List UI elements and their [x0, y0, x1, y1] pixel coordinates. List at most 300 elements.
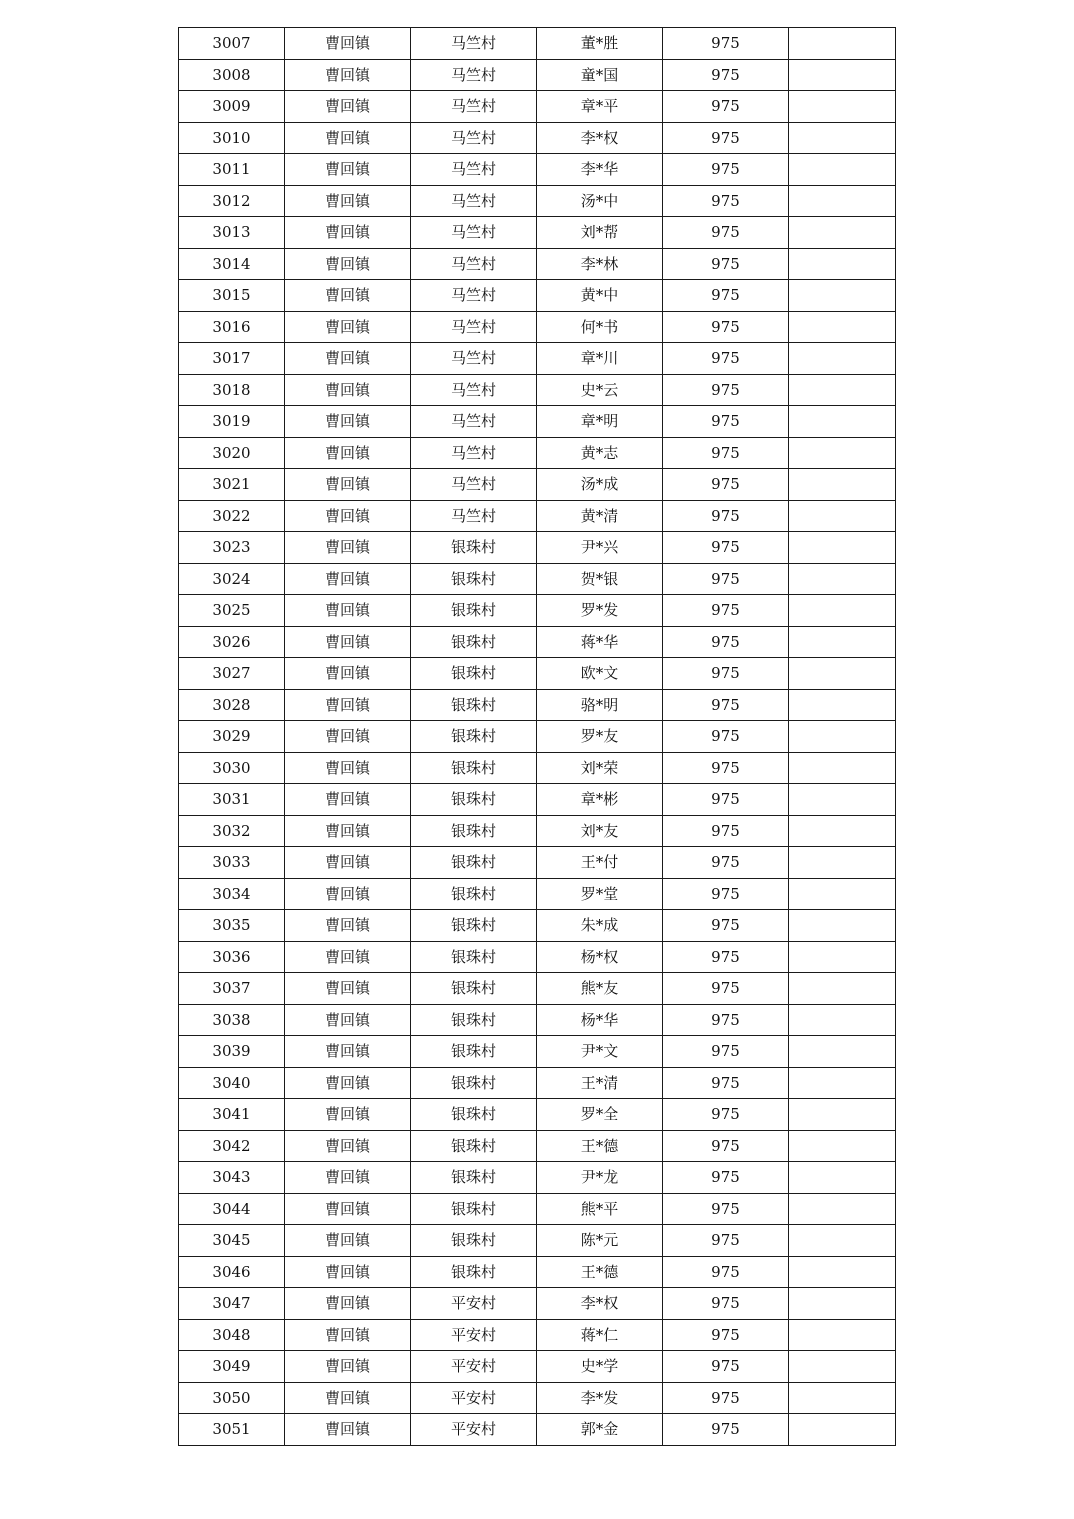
note-cell	[789, 878, 896, 910]
amount-cell: 975	[663, 658, 789, 690]
serial-number-cell: 3051	[179, 1414, 285, 1446]
note-cell	[789, 406, 896, 438]
note-cell	[789, 847, 896, 879]
note-cell	[789, 1319, 896, 1351]
village-cell: 马竺村	[411, 217, 537, 249]
serial-number-cell: 3007	[179, 28, 285, 60]
village-cell: 平安村	[411, 1382, 537, 1414]
town-cell: 曹回镇	[285, 1067, 411, 1099]
note-cell	[789, 1130, 896, 1162]
town-cell: 曹回镇	[285, 658, 411, 690]
village-cell: 马竺村	[411, 248, 537, 280]
village-cell: 银珠村	[411, 941, 537, 973]
village-cell: 平安村	[411, 1288, 537, 1320]
serial-number-cell: 3044	[179, 1193, 285, 1225]
village-cell: 银珠村	[411, 1004, 537, 1036]
table-row	[179, 28, 896, 60]
person-name-cell: 陈*元	[537, 1225, 663, 1257]
town-cell: 曹回镇	[285, 1414, 411, 1446]
town-cell: 曹回镇	[285, 1036, 411, 1068]
town-cell: 曹回镇	[285, 1382, 411, 1414]
serial-number-cell: 3016	[179, 311, 285, 343]
note-cell	[789, 248, 896, 280]
village-cell: 银珠村	[411, 847, 537, 879]
note-cell	[789, 563, 896, 595]
table-row	[179, 563, 896, 595]
note-cell	[789, 91, 896, 123]
person-name-cell: 蒋*华	[537, 626, 663, 658]
amount-cell: 975	[663, 1067, 789, 1099]
amount-cell: 975	[663, 406, 789, 438]
village-cell: 平安村	[411, 1319, 537, 1351]
person-name-cell: 尹*文	[537, 1036, 663, 1068]
note-cell	[789, 1351, 896, 1383]
amount-cell: 975	[663, 563, 789, 595]
village-cell: 平安村	[411, 1351, 537, 1383]
town-cell: 曹回镇	[285, 1288, 411, 1320]
note-cell	[789, 185, 896, 217]
person-name-cell: 熊*友	[537, 973, 663, 1005]
amount-cell: 975	[663, 500, 789, 532]
town-cell: 曹回镇	[285, 311, 411, 343]
amount-cell: 975	[663, 973, 789, 1005]
amount-cell: 975	[663, 847, 789, 879]
town-cell: 曹回镇	[285, 941, 411, 973]
village-cell: 银珠村	[411, 784, 537, 816]
village-cell: 银珠村	[411, 752, 537, 784]
note-cell	[789, 941, 896, 973]
table-row	[179, 784, 896, 816]
town-cell: 曹回镇	[285, 1130, 411, 1162]
note-cell	[789, 1067, 896, 1099]
note-cell	[789, 217, 896, 249]
amount-cell: 975	[663, 1256, 789, 1288]
serial-number-cell: 3040	[179, 1067, 285, 1099]
amount-cell: 975	[663, 59, 789, 91]
village-cell: 马竺村	[411, 28, 537, 60]
person-name-cell: 贺*银	[537, 563, 663, 595]
amount-cell: 975	[663, 595, 789, 627]
serial-number-cell: 3010	[179, 122, 285, 154]
serial-number-cell: 3043	[179, 1162, 285, 1194]
table-row	[179, 185, 896, 217]
person-name-cell: 尹*兴	[537, 532, 663, 564]
village-cell: 马竺村	[411, 59, 537, 91]
town-cell: 曹回镇	[285, 1193, 411, 1225]
amount-cell: 975	[663, 1099, 789, 1131]
village-cell: 银珠村	[411, 1067, 537, 1099]
serial-number-cell: 3023	[179, 532, 285, 564]
person-name-cell: 尹*龙	[537, 1162, 663, 1194]
serial-number-cell: 3021	[179, 469, 285, 501]
serial-number-cell: 3012	[179, 185, 285, 217]
town-cell: 曹回镇	[285, 595, 411, 627]
town-cell: 曹回镇	[285, 973, 411, 1005]
serial-number-cell: 3029	[179, 721, 285, 753]
amount-cell: 975	[663, 1414, 789, 1446]
amount-cell: 975	[663, 752, 789, 784]
village-cell: 银珠村	[411, 595, 537, 627]
serial-number-cell: 3037	[179, 973, 285, 1005]
serial-number-cell: 3041	[179, 1099, 285, 1131]
amount-cell: 975	[663, 122, 789, 154]
note-cell	[789, 721, 896, 753]
amount-cell: 975	[663, 217, 789, 249]
note-cell	[789, 1162, 896, 1194]
note-cell	[789, 437, 896, 469]
village-cell: 马竺村	[411, 500, 537, 532]
table-row	[179, 311, 896, 343]
village-cell: 马竺村	[411, 122, 537, 154]
table-row	[179, 1036, 896, 1068]
table-row	[179, 658, 896, 690]
town-cell: 曹回镇	[285, 847, 411, 879]
serial-number-cell: 3045	[179, 1225, 285, 1257]
serial-number-cell: 3013	[179, 217, 285, 249]
roster-table	[178, 27, 896, 1446]
note-cell	[789, 595, 896, 627]
note-cell	[789, 532, 896, 564]
person-name-cell: 王*德	[537, 1256, 663, 1288]
amount-cell: 975	[663, 154, 789, 186]
amount-cell: 975	[663, 721, 789, 753]
person-name-cell: 黄*中	[537, 280, 663, 312]
note-cell	[789, 1036, 896, 1068]
person-name-cell: 罗*友	[537, 721, 663, 753]
note-cell	[789, 311, 896, 343]
note-cell	[789, 1288, 896, 1320]
serial-number-cell: 3028	[179, 689, 285, 721]
table-row	[179, 1351, 896, 1383]
person-name-cell: 朱*成	[537, 910, 663, 942]
note-cell	[789, 500, 896, 532]
serial-number-cell: 3008	[179, 59, 285, 91]
person-name-cell: 王*清	[537, 1067, 663, 1099]
table-row	[179, 374, 896, 406]
person-name-cell: 汤*成	[537, 469, 663, 501]
town-cell: 曹回镇	[285, 122, 411, 154]
village-cell: 银珠村	[411, 815, 537, 847]
person-name-cell: 罗*发	[537, 595, 663, 627]
note-cell	[789, 469, 896, 501]
village-cell: 马竺村	[411, 406, 537, 438]
table-row	[179, 910, 896, 942]
town-cell: 曹回镇	[285, 910, 411, 942]
town-cell: 曹回镇	[285, 280, 411, 312]
town-cell: 曹回镇	[285, 437, 411, 469]
serial-number-cell: 3024	[179, 563, 285, 595]
note-cell	[789, 1382, 896, 1414]
person-name-cell: 黄*志	[537, 437, 663, 469]
amount-cell: 975	[663, 1351, 789, 1383]
person-name-cell: 刘*友	[537, 815, 663, 847]
person-name-cell: 李*林	[537, 248, 663, 280]
town-cell: 曹回镇	[285, 532, 411, 564]
serial-number-cell: 3030	[179, 752, 285, 784]
amount-cell: 975	[663, 1319, 789, 1351]
amount-cell: 975	[663, 28, 789, 60]
village-cell: 马竺村	[411, 185, 537, 217]
note-cell	[789, 1414, 896, 1446]
note-cell	[789, 28, 896, 60]
village-cell: 银珠村	[411, 1036, 537, 1068]
town-cell: 曹回镇	[285, 815, 411, 847]
note-cell	[789, 973, 896, 1005]
person-name-cell: 王*付	[537, 847, 663, 879]
town-cell: 曹回镇	[285, 878, 411, 910]
person-name-cell: 汤*中	[537, 185, 663, 217]
person-name-cell: 杨*权	[537, 941, 663, 973]
person-name-cell: 罗*全	[537, 1099, 663, 1131]
amount-cell: 975	[663, 910, 789, 942]
amount-cell: 975	[663, 878, 789, 910]
amount-cell: 975	[663, 374, 789, 406]
person-name-cell: 王*德	[537, 1130, 663, 1162]
village-cell: 银珠村	[411, 658, 537, 690]
table-row	[179, 91, 896, 123]
serial-number-cell: 3026	[179, 626, 285, 658]
table-row	[179, 500, 896, 532]
note-cell	[789, 910, 896, 942]
table-row	[179, 595, 896, 627]
table-row	[179, 1225, 896, 1257]
person-name-cell: 章*彬	[537, 784, 663, 816]
table-row	[179, 280, 896, 312]
amount-cell: 975	[663, 248, 789, 280]
note-cell	[789, 1004, 896, 1036]
table-row	[179, 878, 896, 910]
town-cell: 曹回镇	[285, 154, 411, 186]
town-cell: 曹回镇	[285, 563, 411, 595]
table-row	[179, 689, 896, 721]
amount-cell: 975	[663, 280, 789, 312]
serial-number-cell: 3050	[179, 1382, 285, 1414]
note-cell	[789, 1225, 896, 1257]
person-name-cell: 熊*平	[537, 1193, 663, 1225]
person-name-cell: 刘*荣	[537, 752, 663, 784]
serial-number-cell: 3027	[179, 658, 285, 690]
amount-cell: 975	[663, 437, 789, 469]
serial-number-cell: 3022	[179, 500, 285, 532]
town-cell: 曹回镇	[285, 91, 411, 123]
serial-number-cell: 3025	[179, 595, 285, 627]
roster-table-body	[179, 28, 896, 1446]
town-cell: 曹回镇	[285, 626, 411, 658]
village-cell: 马竺村	[411, 280, 537, 312]
town-cell: 曹回镇	[285, 343, 411, 375]
person-name-cell: 蒋*仁	[537, 1319, 663, 1351]
table-row	[179, 1162, 896, 1194]
serial-number-cell: 3032	[179, 815, 285, 847]
town-cell: 曹回镇	[285, 1162, 411, 1194]
person-name-cell: 章*川	[537, 343, 663, 375]
note-cell	[789, 374, 896, 406]
amount-cell: 975	[663, 1288, 789, 1320]
town-cell: 曹回镇	[285, 59, 411, 91]
person-name-cell: 董*胜	[537, 28, 663, 60]
town-cell: 曹回镇	[285, 469, 411, 501]
table-row	[179, 941, 896, 973]
village-cell: 马竺村	[411, 343, 537, 375]
amount-cell: 975	[663, 689, 789, 721]
village-cell: 银珠村	[411, 1099, 537, 1131]
town-cell: 曹回镇	[285, 500, 411, 532]
person-name-cell: 章*平	[537, 91, 663, 123]
amount-cell: 975	[663, 626, 789, 658]
town-cell: 曹回镇	[285, 217, 411, 249]
amount-cell: 975	[663, 1004, 789, 1036]
town-cell: 曹回镇	[285, 1319, 411, 1351]
amount-cell: 975	[663, 1162, 789, 1194]
village-cell: 马竺村	[411, 91, 537, 123]
serial-number-cell: 3035	[179, 910, 285, 942]
table-row	[179, 1256, 896, 1288]
amount-cell: 975	[663, 343, 789, 375]
serial-number-cell: 3009	[179, 91, 285, 123]
village-cell: 银珠村	[411, 563, 537, 595]
village-cell: 平安村	[411, 1414, 537, 1446]
table-row	[179, 343, 896, 375]
village-cell: 银珠村	[411, 1193, 537, 1225]
serial-number-cell: 3048	[179, 1319, 285, 1351]
amount-cell: 975	[663, 815, 789, 847]
serial-number-cell: 3019	[179, 406, 285, 438]
person-name-cell: 童*国	[537, 59, 663, 91]
table-row	[179, 122, 896, 154]
town-cell: 曹回镇	[285, 1004, 411, 1036]
person-name-cell: 史*学	[537, 1351, 663, 1383]
town-cell: 曹回镇	[285, 374, 411, 406]
table-row	[179, 469, 896, 501]
town-cell: 曹回镇	[285, 1351, 411, 1383]
serial-number-cell: 3015	[179, 280, 285, 312]
person-name-cell: 李*权	[537, 122, 663, 154]
amount-cell: 975	[663, 91, 789, 123]
person-name-cell: 罗*堂	[537, 878, 663, 910]
note-cell	[789, 658, 896, 690]
amount-cell: 975	[663, 185, 789, 217]
village-cell: 银珠村	[411, 1130, 537, 1162]
note-cell	[789, 154, 896, 186]
table-row	[179, 815, 896, 847]
serial-number-cell: 3046	[179, 1256, 285, 1288]
table-row	[179, 847, 896, 879]
table-row	[179, 752, 896, 784]
village-cell: 银珠村	[411, 689, 537, 721]
table-row	[179, 437, 896, 469]
table-row	[179, 721, 896, 753]
serial-number-cell: 3039	[179, 1036, 285, 1068]
person-name-cell: 何*书	[537, 311, 663, 343]
serial-number-cell: 3034	[179, 878, 285, 910]
note-cell	[789, 626, 896, 658]
serial-number-cell: 3031	[179, 784, 285, 816]
person-name-cell: 欧*文	[537, 658, 663, 690]
village-cell: 银珠村	[411, 910, 537, 942]
person-name-cell: 史*云	[537, 374, 663, 406]
note-cell	[789, 343, 896, 375]
table-row	[179, 1288, 896, 1320]
table-row	[179, 1130, 896, 1162]
town-cell: 曹回镇	[285, 721, 411, 753]
table-row	[179, 973, 896, 1005]
village-cell: 银珠村	[411, 878, 537, 910]
amount-cell: 975	[663, 1225, 789, 1257]
table-row	[179, 406, 896, 438]
village-cell: 马竺村	[411, 437, 537, 469]
table-row	[179, 59, 896, 91]
serial-number-cell: 3047	[179, 1288, 285, 1320]
amount-cell: 975	[663, 1382, 789, 1414]
town-cell: 曹回镇	[285, 248, 411, 280]
amount-cell: 975	[663, 1036, 789, 1068]
serial-number-cell: 3038	[179, 1004, 285, 1036]
town-cell: 曹回镇	[285, 784, 411, 816]
village-cell: 马竺村	[411, 469, 537, 501]
person-name-cell: 杨*华	[537, 1004, 663, 1036]
serial-number-cell: 3017	[179, 343, 285, 375]
village-cell: 马竺村	[411, 374, 537, 406]
note-cell	[789, 815, 896, 847]
town-cell: 曹回镇	[285, 185, 411, 217]
serial-number-cell: 3014	[179, 248, 285, 280]
table-row	[179, 532, 896, 564]
person-name-cell: 章*明	[537, 406, 663, 438]
table-row	[179, 217, 896, 249]
person-name-cell: 李*华	[537, 154, 663, 186]
table-row	[179, 1319, 896, 1351]
amount-cell: 975	[663, 311, 789, 343]
person-name-cell: 黄*清	[537, 500, 663, 532]
table-row	[179, 248, 896, 280]
village-cell: 银珠村	[411, 1256, 537, 1288]
table-row	[179, 1193, 896, 1225]
village-cell: 银珠村	[411, 721, 537, 753]
town-cell: 曹回镇	[285, 752, 411, 784]
table-row	[179, 1414, 896, 1446]
table-row	[179, 626, 896, 658]
person-name-cell: 郭*金	[537, 1414, 663, 1446]
note-cell	[789, 752, 896, 784]
note-cell	[789, 122, 896, 154]
village-cell: 银珠村	[411, 532, 537, 564]
town-cell: 曹回镇	[285, 1225, 411, 1257]
table-row	[179, 1382, 896, 1414]
table-row	[179, 1067, 896, 1099]
person-name-cell: 刘*帮	[537, 217, 663, 249]
town-cell: 曹回镇	[285, 406, 411, 438]
amount-cell: 975	[663, 1130, 789, 1162]
town-cell: 曹回镇	[285, 28, 411, 60]
serial-number-cell: 3049	[179, 1351, 285, 1383]
table-row	[179, 154, 896, 186]
note-cell	[789, 784, 896, 816]
serial-number-cell: 3020	[179, 437, 285, 469]
serial-number-cell: 3036	[179, 941, 285, 973]
serial-number-cell: 3018	[179, 374, 285, 406]
note-cell	[789, 1256, 896, 1288]
village-cell: 银珠村	[411, 1225, 537, 1257]
town-cell: 曹回镇	[285, 1099, 411, 1131]
serial-number-cell: 3042	[179, 1130, 285, 1162]
note-cell	[789, 689, 896, 721]
note-cell	[789, 1193, 896, 1225]
person-name-cell: 李*权	[537, 1288, 663, 1320]
table-row	[179, 1004, 896, 1036]
village-cell: 银珠村	[411, 973, 537, 1005]
village-cell: 银珠村	[411, 1162, 537, 1194]
town-cell: 曹回镇	[285, 1256, 411, 1288]
